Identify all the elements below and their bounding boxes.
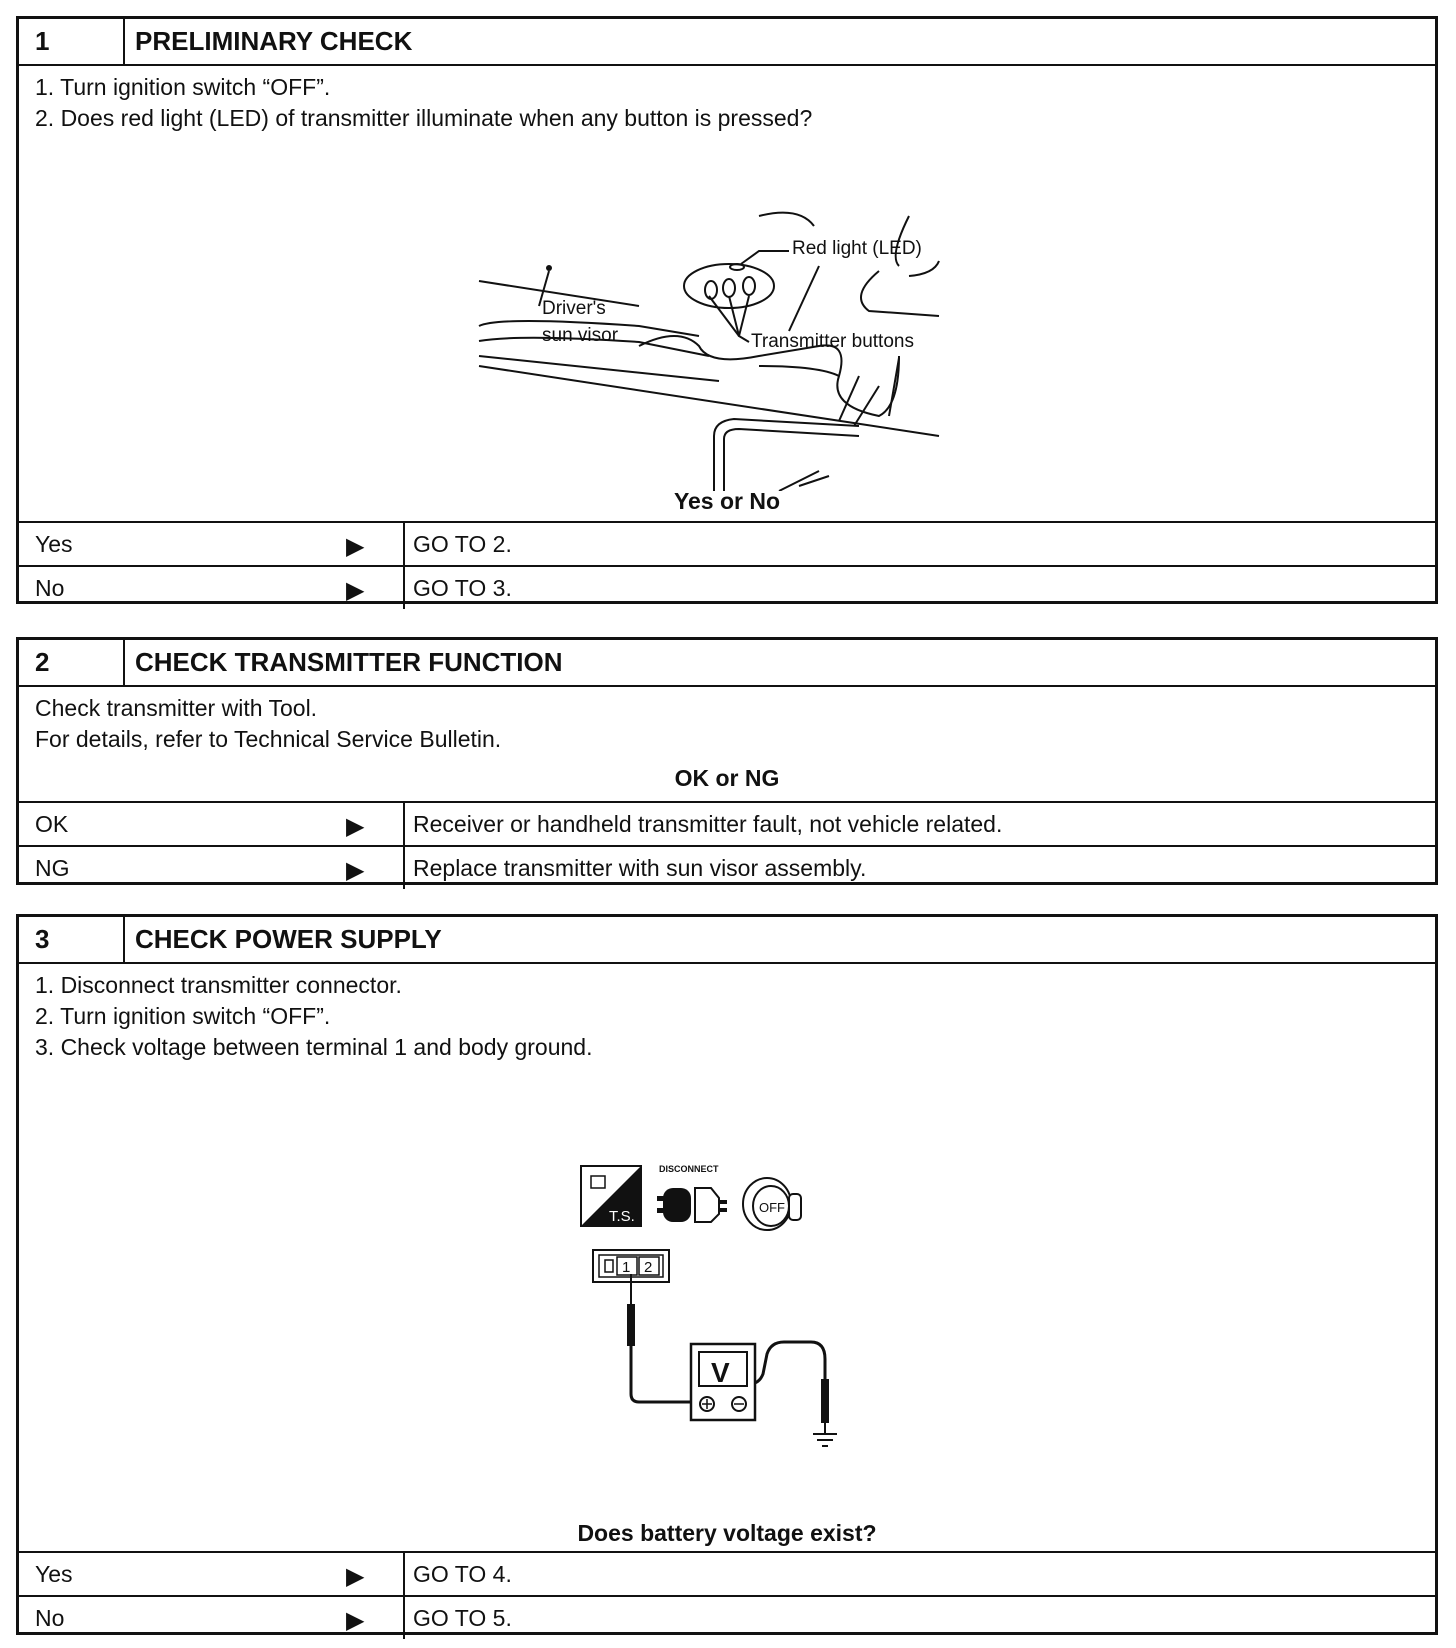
arrow-icon: ▶ [346, 1607, 365, 1634]
meter-label: V [711, 1357, 730, 1388]
step-1-block [16, 16, 1438, 604]
sun-visor-figure [459, 146, 979, 491]
buttons-label: Transmitter buttons [751, 331, 914, 352]
result-rows [19, 523, 1435, 609]
step-1-body [19, 66, 1435, 523]
step-3-block [16, 914, 1438, 1635]
result-row-ng [19, 845, 1435, 889]
result-action: Receiver or handheld transmitter fault, not vehicle related. [413, 811, 1003, 837]
visor-label-line2: sun visor [542, 325, 619, 346]
result-label: No [35, 575, 65, 601]
result-action: GO TO 2. [413, 531, 512, 557]
instruction-line: 2. Turn ignition switch “OFF”. [35, 1003, 331, 1029]
result-rows [19, 803, 1435, 889]
arrow-icon: ▶ [346, 1563, 365, 1590]
disconnect-label: DISCONNECT [659, 1164, 719, 1174]
step-2-block [16, 637, 1438, 885]
step-2-body [19, 687, 1435, 803]
step-number: 1 [19, 19, 125, 64]
instruction-line: 2. Does red light (LED) of transmitter illuminate when any button is pressed? [35, 105, 813, 131]
ts-label: T.S. [609, 1208, 635, 1225]
arrow-icon: ▶ [346, 533, 365, 560]
ts-icon [581, 1166, 641, 1226]
arrow-icon: ▶ [346, 857, 365, 884]
red-light-label: Red light (LED) [792, 238, 922, 259]
result-action: Replace transmitter with sun visor assembly. [413, 855, 867, 881]
instruction-line: 1. Turn ignition switch “OFF”. [35, 74, 331, 100]
result-label: OK [35, 811, 69, 837]
leader-dot [546, 265, 552, 271]
result-row-no [19, 1595, 1435, 1639]
step-title: CHECK POWER SUPPLY [135, 924, 442, 954]
result-action: GO TO 3. [413, 575, 512, 601]
step-2-header [19, 640, 1435, 687]
step-3-header [19, 917, 1435, 964]
result-label: Yes [35, 531, 73, 557]
step-title: CHECK TRANSMITTER FUNCTION [135, 647, 563, 677]
step-instructions [19, 687, 1435, 755]
voltage-check-figure [579, 1164, 899, 1464]
result-row-no [19, 565, 1435, 609]
result-rows [19, 1553, 1435, 1639]
arrow-icon: ▶ [346, 813, 365, 840]
result-row-yes [19, 523, 1435, 565]
instruction-line: 3. Check voltage between terminal 1 and body ground. [35, 1034, 593, 1060]
ignition-off-icon [743, 1178, 801, 1230]
disconnect-icon [657, 1164, 727, 1222]
terminal-1-label: 1 [622, 1259, 631, 1276]
voltmeter-icon [691, 1344, 755, 1420]
terminal-2-label: 2 [644, 1259, 653, 1276]
step-1-header [19, 19, 1435, 66]
instruction-line: For details, refer to Technical Service Bulletin. [35, 726, 502, 752]
probe-negative [821, 1379, 829, 1423]
arrow-icon: ▶ [346, 577, 365, 604]
decision-question: Does battery voltage exist? [577, 1520, 877, 1546]
result-row-yes [19, 1553, 1435, 1595]
result-label: No [35, 1605, 65, 1631]
visor-label-line1: Driver's [542, 298, 606, 319]
probe-positive [627, 1304, 635, 1346]
result-label: NG [35, 855, 70, 881]
step-instructions [19, 66, 1435, 134]
step-3-body [19, 964, 1435, 1553]
step-instructions [19, 964, 1435, 1063]
off-label: OFF [759, 1200, 785, 1215]
result-label: Yes [35, 1561, 73, 1587]
result-action: GO TO 5. [413, 1605, 512, 1631]
result-action: GO TO 4. [413, 1561, 512, 1587]
instruction-line: Check transmitter with Tool. [35, 695, 318, 721]
decision-question: Yes or No [673, 488, 781, 514]
step-number: 2 [19, 640, 125, 685]
decision-question: OK or NG [674, 765, 780, 791]
result-row-ok [19, 803, 1435, 845]
step-title: PRELIMINARY CHECK [135, 26, 413, 56]
step-number: 3 [19, 917, 125, 962]
instruction-line: 1. Disconnect transmitter connector. [35, 972, 402, 998]
